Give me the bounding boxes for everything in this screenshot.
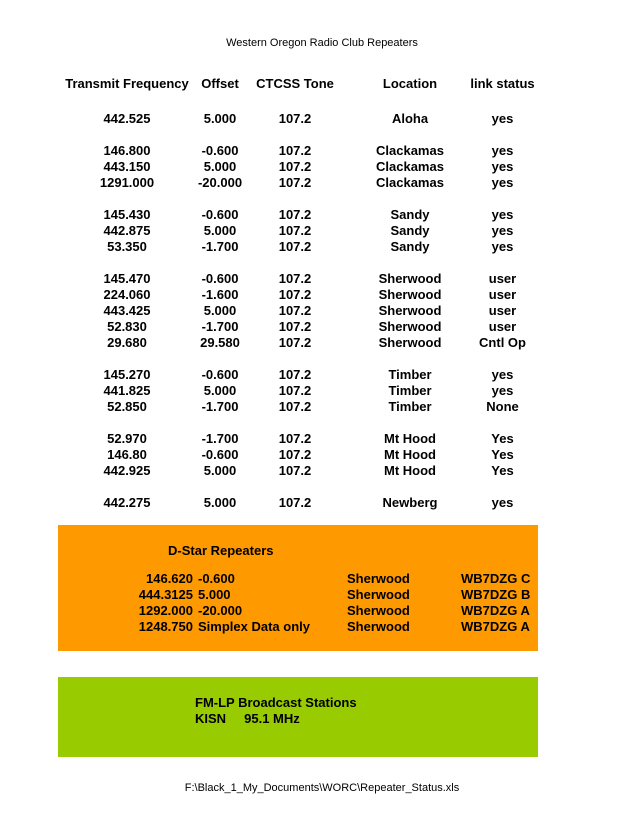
dstar-callsign: WB7DZG C: [461, 571, 531, 586]
row-ctcss-tone: 107.2: [278, 271, 312, 286]
row-location: Timber: [388, 367, 432, 382]
header-ctcss-tone: CTCSS Tone: [256, 76, 334, 91]
fmlp-section: [58, 677, 538, 757]
row-location: Sherwood: [378, 287, 442, 302]
row-location: Mt Hood: [384, 447, 436, 462]
row-location: Sherwood: [378, 319, 442, 334]
row-offset: 5.000: [203, 111, 237, 126]
row-link-status: yes: [491, 495, 514, 510]
row-link-status: Yes: [491, 431, 514, 446]
row-offset: 5.000: [203, 303, 237, 318]
row-offset: 5.000: [203, 383, 237, 398]
row-offset: 5.000: [203, 463, 237, 478]
row-ctcss-tone: 107.2: [278, 431, 312, 446]
row-frequency: 442.525: [103, 111, 151, 126]
row-frequency: 29.680: [107, 335, 147, 350]
row-frequency: 441.825: [103, 383, 151, 398]
row-link-status: yes: [491, 383, 514, 398]
header-offset: Offset: [201, 76, 239, 91]
dstar-offset: Simplex Data only: [198, 619, 310, 634]
header-link-status: link status: [470, 76, 535, 91]
row-link-status: yes: [491, 175, 514, 190]
dstar-offset: -20.000: [198, 603, 243, 618]
dstar-frequency: 1248.750: [138, 619, 193, 634]
dstar-section: [58, 525, 538, 651]
row-ctcss-tone: 107.2: [278, 319, 312, 334]
row-ctcss-tone: 107.2: [278, 303, 312, 318]
row-offset: -1.700: [201, 239, 239, 254]
row-location: Mt Hood: [384, 463, 436, 478]
row-frequency: 52.850: [107, 399, 147, 414]
row-location: Mt Hood: [384, 431, 436, 446]
row-offset: 5.000: [203, 495, 237, 510]
row-link-status: user: [488, 287, 517, 302]
dstar-location: Sherwood: [347, 603, 410, 618]
row-ctcss-tone: 107.2: [278, 207, 312, 222]
file-path-footer: F:\Black_1_My_Documents\WORC\Repeater_Status.xls: [184, 782, 460, 794]
header-location: Location: [382, 76, 438, 91]
row-frequency: 1291.000: [99, 175, 155, 190]
row-link-status: None: [486, 399, 519, 414]
row-location: Aloha: [391, 111, 429, 126]
row-ctcss-tone: 107.2: [278, 463, 312, 478]
row-link-status: user: [488, 319, 517, 334]
row-frequency: 52.970: [107, 431, 147, 446]
row-offset: 5.000: [203, 223, 237, 238]
row-location: Clackamas: [376, 175, 444, 190]
row-ctcss-tone: 107.2: [278, 335, 312, 350]
row-ctcss-tone: 107.2: [278, 175, 312, 190]
row-link-status: yes: [491, 143, 514, 158]
dstar-location: Sherwood: [347, 587, 410, 602]
row-link-status: yes: [491, 239, 514, 254]
row-offset: -1.700: [201, 319, 239, 334]
row-frequency: 52.830: [107, 319, 147, 334]
row-ctcss-tone: 107.2: [278, 383, 312, 398]
dstar-offset: -0.600: [198, 571, 235, 586]
fmlp-station: KISN 95.1 MHz: [195, 711, 300, 726]
row-ctcss-tone: 107.2: [278, 287, 312, 302]
row-ctcss-tone: 107.2: [278, 239, 312, 254]
dstar-frequency: 444.3125: [138, 587, 193, 602]
row-location: Newberg: [382, 495, 438, 510]
row-link-status: yes: [491, 111, 514, 126]
row-location: Sandy: [390, 239, 430, 254]
dstar-callsign: WB7DZG A: [461, 619, 530, 634]
dstar-location: Sherwood: [347, 619, 410, 634]
row-ctcss-tone: 107.2: [278, 447, 312, 462]
row-ctcss-tone: 107.2: [278, 143, 312, 158]
row-link-status: yes: [491, 207, 514, 222]
row-location: Sherwood: [378, 271, 442, 286]
row-ctcss-tone: 107.2: [278, 399, 312, 414]
row-ctcss-tone: 107.2: [278, 495, 312, 510]
row-offset: -20.000: [197, 175, 243, 190]
row-location: Timber: [388, 383, 432, 398]
row-frequency: 146.80: [107, 447, 147, 462]
row-offset: -1.700: [201, 399, 239, 414]
row-link-status: yes: [491, 223, 514, 238]
row-link-status: yes: [491, 159, 514, 174]
row-offset: -0.600: [201, 143, 239, 158]
row-frequency: 224.060: [103, 287, 151, 302]
row-location: Clackamas: [376, 159, 444, 174]
row-offset: -1.600: [201, 287, 239, 302]
dstar-offset: 5.000: [198, 587, 231, 602]
dstar-callsign: WB7DZG B: [461, 587, 531, 602]
row-link-status: Yes: [491, 463, 514, 478]
dstar-frequency: 1292.000: [138, 603, 193, 618]
row-location: Clackamas: [376, 143, 444, 158]
fmlp-heading: FM-LP Broadcast Stations: [195, 695, 357, 710]
row-frequency: 145.430: [103, 207, 151, 222]
row-offset: 5.000: [203, 159, 237, 174]
row-offset: -0.600: [201, 207, 239, 222]
row-offset: -0.600: [201, 367, 239, 382]
row-location: Sandy: [390, 207, 430, 222]
row-offset: 29.580: [200, 335, 240, 350]
dstar-heading: D-Star Repeaters: [168, 543, 274, 558]
row-ctcss-tone: 107.2: [278, 223, 312, 238]
row-frequency: 443.425: [103, 303, 151, 318]
page-title: Western Oregon Radio Club Repeaters: [226, 37, 418, 49]
row-frequency: 442.275: [103, 495, 151, 510]
dstar-frequency: 146.620: [146, 571, 193, 586]
row-frequency: 146.800: [103, 143, 151, 158]
row-frequency: 442.875: [103, 223, 151, 238]
row-frequency: 53.350: [107, 239, 147, 254]
row-ctcss-tone: 107.2: [278, 111, 312, 126]
dstar-callsign: WB7DZG A: [461, 603, 530, 618]
row-location: Timber: [388, 399, 432, 414]
row-location: Sherwood: [378, 303, 442, 318]
dstar-location: Sherwood: [347, 571, 410, 586]
row-link-status: yes: [491, 367, 514, 382]
row-ctcss-tone: 107.2: [278, 159, 312, 174]
row-link-status: Yes: [491, 447, 514, 462]
row-frequency: 443.150: [103, 159, 151, 174]
row-location: Sandy: [390, 223, 430, 238]
row-location: Sherwood: [378, 335, 442, 350]
row-frequency: 442.925: [103, 463, 151, 478]
row-link-status: user: [488, 271, 517, 286]
row-offset: -0.600: [201, 447, 239, 462]
header-transmit-frequency: Transmit Frequency: [65, 76, 189, 91]
row-ctcss-tone: 107.2: [278, 367, 312, 382]
row-link-status: Cntl Op: [479, 335, 526, 350]
row-offset: -0.600: [201, 271, 239, 286]
row-link-status: user: [488, 303, 517, 318]
row-frequency: 145.470: [103, 271, 151, 286]
row-offset: -1.700: [201, 431, 239, 446]
row-frequency: 145.270: [103, 367, 151, 382]
